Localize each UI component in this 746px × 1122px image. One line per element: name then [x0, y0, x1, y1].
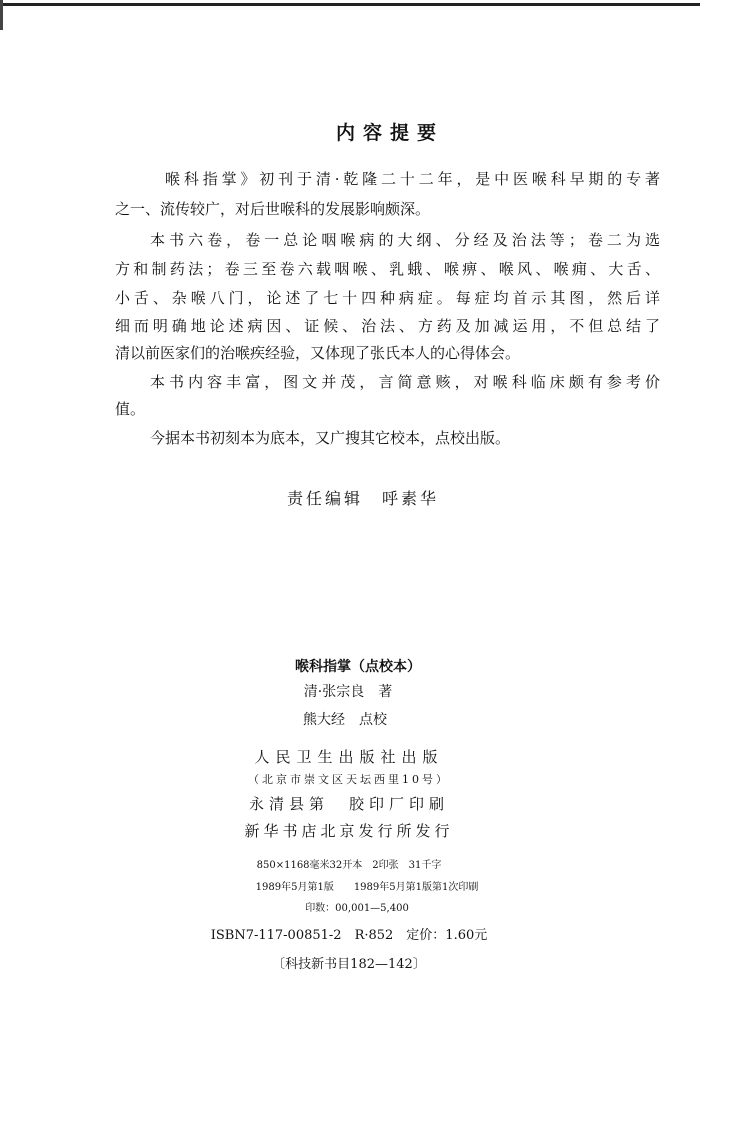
scan-border-top: [0, 3, 700, 6]
paragraph-1-line-2: 之一、流传较广，对后世喉科的发展影响颇深。: [115, 200, 431, 218]
paragraph-2-line-5: 清以前医家们的治喉疾经验，又体现了张氏本人的心得体会。: [115, 344, 521, 362]
paragraph-3-line-1: 本书内容丰富，图文并茂，言简意赅，对喉科临床颇有参考价: [150, 373, 660, 391]
paragraph-3-line-2: 值。: [115, 400, 146, 418]
catalog-line: 〔科技新书目182—142〕: [272, 957, 426, 972]
format-line: 850×1168毫米32开本 2印张 31千字: [256, 860, 442, 871]
paragraph-4-line-1: 今据本书初刻本为底本，又广搜其它校本，点校出版。: [150, 429, 511, 447]
print-run-line: 印数：00,001—5,400: [305, 903, 409, 914]
proofreader-line: 熊大经 点校: [303, 712, 387, 728]
scan-border-left: [0, 0, 3, 30]
paragraph-2-line-1: 本书六卷，卷一总论咽喉病的大纲、分经及治法等；卷二为选: [150, 231, 660, 249]
paragraph-2-line-4: 细而明确地论述病因、证候、治法、方药及加减运用，不但总结了: [115, 317, 660, 335]
publisher-address: （北京市崇文区天坛西里10号）: [248, 773, 450, 786]
paragraph-2-line-2: 方和制药法；卷三至卷六载咽喉、乳蛾、喉痹、喉风、喉痈、大舌、: [115, 260, 660, 278]
isbn-price-line: ISBN7-117-00851-2 R·852 定价：1.60元: [210, 928, 488, 943]
distributor-line: 新华书店北京发行所发行: [244, 822, 454, 840]
page-title: 内容提要: [335, 122, 444, 144]
paragraph-1-line-1: 喉科指掌》初刊于清·乾隆二十二年，是中医喉科早期的专著: [165, 170, 660, 188]
edition-line: 1989年5月第1版 1989年5月第1版第1次印刷: [255, 882, 479, 893]
paragraph-2-line-3: 小舌、杂喉八门，论述了七十四种病症。每症均首示其图，然后详: [115, 289, 660, 307]
printer-line: 永清县第 胶印厂印刷: [248, 795, 449, 813]
publisher-line: 人民卫生出版社出版: [254, 748, 444, 766]
author-line: 清·张宗良 著: [303, 684, 393, 700]
book-title: 喉科指掌（点校本）: [295, 659, 421, 675]
responsible-editor: 责任编辑 呼素华: [286, 489, 439, 508]
